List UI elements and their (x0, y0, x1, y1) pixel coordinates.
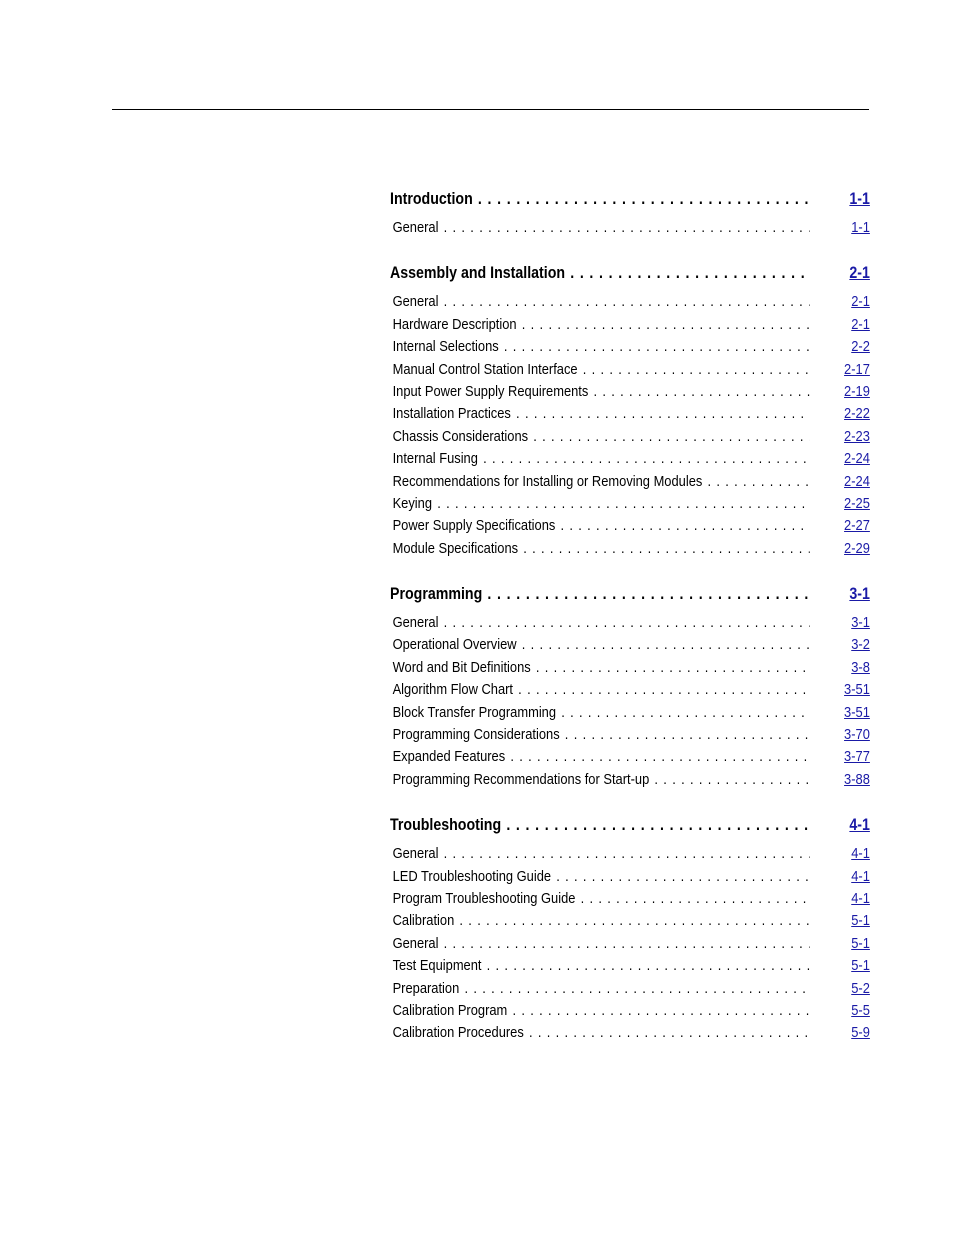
dot-leader (565, 726, 810, 743)
toc-entry (390, 912, 870, 934)
dot-leader (533, 428, 809, 445)
toc-entry (390, 890, 870, 912)
dot-leader (487, 957, 810, 974)
toc-section-heading (390, 264, 870, 288)
dot-leader (523, 540, 809, 557)
toc-entry (390, 428, 870, 450)
entry-title: Program Troubleshooting Guide (392, 889, 576, 907)
entry-title: Programming Considerations (392, 726, 560, 744)
dot-leader (593, 383, 809, 400)
entry-page-link[interactable]: 4-1 (851, 845, 870, 863)
toc-entry (390, 338, 870, 360)
toc-entry (390, 681, 870, 703)
dot-leader (570, 264, 809, 283)
toc-entry (390, 614, 870, 636)
toc-entry (390, 405, 870, 427)
toc-entry (390, 316, 870, 338)
toc-entry (390, 1024, 870, 1046)
toc-entry (390, 361, 870, 383)
entry-title: Test Equipment (392, 957, 482, 975)
dot-leader (522, 636, 810, 653)
entry-page-link[interactable]: 2-25 (844, 494, 870, 512)
entry-title: General (392, 614, 439, 632)
dot-leader (464, 980, 809, 997)
dot-leader (506, 816, 809, 835)
entry-page-link[interactable]: 3-51 (844, 703, 870, 721)
entry-page-link[interactable]: 5-5 (851, 1001, 870, 1019)
toc-entry (390, 659, 870, 681)
dot-leader (444, 614, 810, 631)
entry-page-link[interactable]: 3-51 (844, 681, 870, 699)
toc-entry (390, 935, 870, 957)
section-page-link[interactable]: 3-1 (849, 585, 870, 604)
dot-leader (437, 495, 809, 512)
entry-page-link[interactable]: 2-1 (851, 315, 870, 333)
section-title: Programming (390, 585, 483, 604)
dot-leader (536, 659, 810, 676)
dot-leader (583, 361, 810, 378)
dot-leader (504, 338, 810, 355)
entry-title: Module Specifications (392, 539, 519, 557)
toc-entry (390, 219, 870, 241)
toc-entry (390, 1002, 870, 1024)
section-page-link[interactable]: 2-1 (849, 264, 870, 283)
dot-leader (459, 912, 809, 929)
entry-title: Internal Fusing (392, 450, 478, 468)
entry-page-link[interactable]: 5-1 (851, 934, 870, 952)
dot-leader (444, 219, 810, 236)
dot-leader (483, 450, 810, 467)
toc-section (390, 190, 870, 241)
entry-title: Keying (392, 494, 433, 512)
toc-entry (390, 293, 870, 315)
entry-page-link[interactable]: 3-70 (844, 726, 870, 744)
section-page-link[interactable]: 1-1 (849, 190, 870, 208)
dot-leader (444, 845, 810, 862)
section-title: Introduction (390, 190, 473, 208)
entry-page-link[interactable]: 2-17 (844, 360, 870, 378)
toc-entry (390, 383, 870, 405)
toc-entry (390, 704, 870, 726)
entry-page-link[interactable]: 2-29 (844, 539, 870, 557)
entry-title: General (392, 845, 439, 863)
dot-leader (512, 1002, 809, 1019)
entry-page-link[interactable]: 2-27 (844, 517, 870, 535)
dot-leader (529, 1024, 810, 1041)
entry-title: General (392, 293, 439, 311)
toc-entry (390, 636, 870, 658)
entry-page-link[interactable]: 2-22 (844, 405, 870, 423)
dot-leader (487, 585, 809, 604)
entry-title: Chassis Considerations (392, 427, 529, 445)
entry-title: General (392, 219, 439, 236)
entry-title: Operational Overview (392, 636, 517, 654)
entry-page-link[interactable]: 4-1 (851, 867, 870, 885)
toc-section (390, 585, 870, 793)
toc-entry (390, 540, 870, 562)
entry-title: Input Power Supply Requirements (392, 382, 589, 400)
entry-page-link[interactable]: 2-1 (851, 293, 870, 311)
entry-page-link[interactable]: 5-9 (851, 1024, 870, 1042)
dot-leader (510, 748, 809, 765)
section-title: Troubleshooting (390, 816, 502, 835)
section-page-link[interactable]: 4-1 (849, 816, 870, 835)
entry-page-link[interactable]: 3-88 (844, 770, 870, 788)
entry-page-link[interactable]: 5-2 (851, 979, 870, 997)
entry-title: Power Supply Specifications (392, 517, 556, 535)
dot-leader (556, 868, 809, 885)
entry-title: Internal Selections (392, 338, 499, 356)
dot-leader (478, 190, 810, 209)
dot-leader (561, 517, 810, 534)
toc-entry (390, 495, 870, 517)
dot-leader (444, 293, 810, 310)
entry-page-link[interactable]: 5-1 (851, 957, 870, 975)
toc-section (390, 816, 870, 1047)
entry-page-link[interactable]: 5-1 (851, 912, 870, 930)
entry-page-link[interactable]: 2-24 (844, 472, 870, 490)
entry-title: Block Transfer Programming (392, 703, 557, 721)
entry-title: LED Troubleshooting Guide (392, 867, 552, 885)
toc-section-heading (390, 585, 870, 609)
toc-entry (390, 517, 870, 539)
toc-section-heading (390, 190, 870, 214)
entry-title: Calibration Procedures (392, 1024, 524, 1042)
dot-leader (518, 681, 809, 698)
toc-entry (390, 726, 870, 748)
entry-title: Hardware Description (392, 315, 517, 333)
toc-section (390, 264, 870, 562)
toc-section-heading (390, 816, 870, 840)
section-title: Assembly and Installation (390, 264, 566, 283)
entry-title: Manual Control Station Interface (392, 360, 578, 378)
toc-entry (390, 980, 870, 1002)
dot-leader (444, 935, 810, 952)
toc-entry (390, 771, 870, 793)
entry-title: Algorithm Flow Chart (392, 681, 514, 699)
entry-page-link[interactable]: 4-1 (851, 889, 870, 907)
entry-page-link[interactable]: 2-2 (851, 338, 870, 356)
entry-title: Expanded Features (392, 748, 506, 766)
dot-leader (522, 316, 810, 333)
entry-page-link[interactable]: 3-8 (851, 658, 870, 676)
dot-leader (654, 771, 809, 788)
dot-leader (581, 890, 810, 907)
entry-title: Recommendations for Installing or Removing Modules (392, 472, 703, 490)
entry-page-link[interactable]: 2-23 (844, 427, 870, 445)
toc-entry (390, 473, 870, 495)
entry-title: Preparation (392, 979, 460, 997)
entry-title: General (392, 934, 439, 952)
entry-page-link[interactable]: 3-1 (851, 614, 870, 632)
dot-leader (561, 704, 809, 721)
table-of-contents (390, 190, 870, 1070)
entry-title: Calibration Program (392, 1001, 508, 1019)
entry-title: Calibration (392, 912, 455, 930)
entry-page-link[interactable]: 2-24 (844, 450, 870, 468)
entry-page-link[interactable]: 3-2 (851, 636, 870, 654)
entry-page-link[interactable]: 2-19 (844, 382, 870, 400)
entry-title: Programming Recommendations for Start-up (392, 770, 650, 788)
entry-page-link[interactable]: 3-77 (844, 748, 870, 766)
toc-entry (390, 845, 870, 867)
dot-leader (707, 473, 809, 490)
entry-page-link[interactable]: 1-1 (851, 219, 870, 236)
toc-entry (390, 748, 870, 770)
dot-leader (516, 405, 810, 422)
toc-entry (390, 868, 870, 890)
entry-title: Installation Practices (392, 405, 511, 423)
entry-title: Word and Bit Definitions (392, 658, 531, 676)
toc-entry (390, 450, 870, 472)
header-rule (112, 109, 869, 110)
toc-entry (390, 957, 870, 979)
